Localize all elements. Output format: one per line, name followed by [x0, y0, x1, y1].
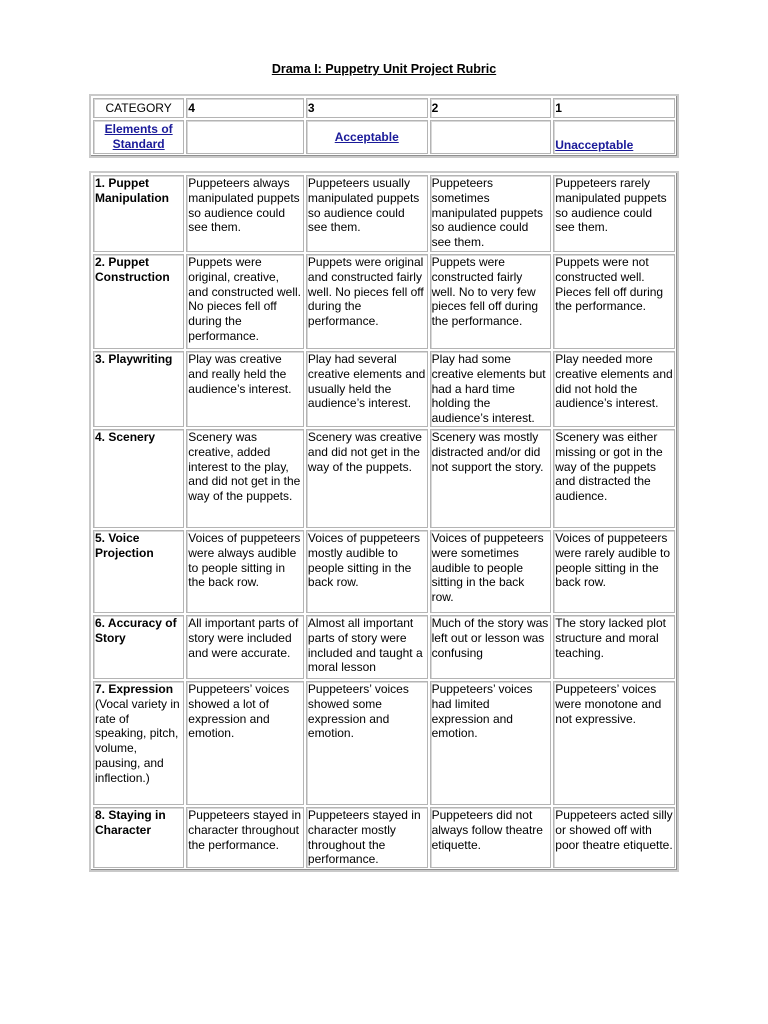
header-score-4: 4 — [186, 98, 304, 118]
score-1-cell: Voices of puppeteers were rarely audible to people sitting in the back row. — [553, 530, 675, 613]
criterion-label: 3. Playwriting — [95, 352, 173, 366]
score-1-cell: The story lacked plot structure and moral teaching. — [553, 615, 675, 679]
table-row — [93, 681, 675, 805]
score-3-cell: Puppeteers stayed in character mostly throughout the performance. — [306, 807, 428, 868]
score-3-cell: Scenery was creative and did not get in the way of the puppets. — [306, 429, 428, 528]
header-row-labels — [93, 120, 675, 154]
table-row — [93, 530, 675, 613]
table-row — [93, 807, 675, 868]
criterion-cell — [93, 530, 184, 613]
score-4-cell: Puppeteers’ voices showed a lot of expression and emotion. — [186, 681, 304, 805]
criterion-label: 1. Puppet Manipulation — [95, 176, 169, 205]
score-2-cell: Puppeteers did not always follow theatre etiquette. — [430, 807, 552, 868]
table-row — [93, 615, 675, 679]
score-2-cell: Puppeteers’ voices had limited expression and emotion. — [430, 681, 552, 805]
criterion-label: 2. Puppet Construction — [95, 255, 170, 284]
header-row-scores — [93, 98, 675, 118]
table-row — [93, 175, 675, 252]
criterion-label: 5. Voice Projection — [95, 531, 154, 560]
table-row — [93, 254, 675, 349]
score-3-cell: Voices of puppeteers mostly audible to people sitting in the back row. — [306, 530, 428, 613]
header-elements-cell — [93, 120, 184, 154]
unacceptable-link[interactable]: Unacceptable — [555, 138, 634, 153]
criterion-label: 7. Expression — [95, 682, 174, 696]
header-empty-2 — [430, 120, 552, 154]
score-1-cell: Puppeteers’ voices were monotone and not expressive. — [553, 681, 675, 805]
criterion-cell — [93, 351, 184, 427]
criterion-cell — [93, 429, 184, 528]
rubric-body-table — [89, 171, 679, 872]
header-acceptable-cell — [306, 120, 428, 154]
table-row — [93, 351, 675, 427]
criterion-cell — [93, 254, 184, 349]
score-2-cell: Puppets were constructed fairly well. No to very few pieces fell off during the performance. — [430, 254, 552, 349]
criterion-label: 6. Accuracy of Story — [95, 616, 177, 645]
score-4-cell: All important parts of story were included and were accurate. — [186, 615, 304, 679]
page-title: Drama I: Puppetry Unit Project Rubric — [271, 62, 497, 76]
score-4-cell: Play was creative and really held the audience’s interest. — [186, 351, 304, 427]
score-2-cell: Scenery was mostly distracted and/or did not support the story. — [430, 429, 552, 528]
criterion-cell — [93, 615, 184, 679]
score-4-cell: Puppeteers always manipulated puppets so audience could see them. — [186, 175, 304, 252]
criterion-cell — [93, 807, 184, 868]
criterion-label: 8. Staying in Character — [95, 808, 166, 837]
header-score-3: 3 — [306, 98, 428, 118]
criterion-cell — [93, 681, 184, 805]
score-4-cell: Puppets were original, creative, and constructed well. No pieces fell off during the performance. — [186, 254, 304, 349]
score-1-cell: Puppets were not constructed well. Pieces fell off during the performance. — [553, 254, 675, 349]
rubric-header-table — [89, 94, 679, 158]
table-row — [93, 429, 675, 528]
score-2-cell: Play had some creative elements but had a hard time holding the audience’s interest. — [430, 351, 552, 427]
score-3-cell: Puppets were original and constructed fairly well. No pieces fell off during the performance. — [306, 254, 428, 349]
header-category: CATEGORY — [93, 98, 184, 118]
score-4-cell: Voices of puppeteers were always audible to people sitting in the back row. — [186, 530, 304, 613]
acceptable-link[interactable]: Acceptable — [334, 129, 399, 144]
score-2-cell: Puppeteers sometimes manipulated puppets so audience could see them. — [430, 175, 552, 252]
score-2-cell: Much of the story was left out or lesson was confusing — [430, 615, 552, 679]
header-score-2: 2 — [430, 98, 552, 118]
score-4-cell: Puppeteers stayed in character throughout the performance. — [186, 807, 304, 868]
score-3-cell: Puppeteers’ voices showed some expression and emotion. — [306, 681, 428, 805]
score-1-cell: Puppeteers rarely manipulated puppets so audience could see them. — [553, 175, 675, 252]
header-empty-4 — [186, 120, 304, 154]
score-4-cell: Scenery was creative, added interest to the play, and did not get in the way of the puppets. — [186, 429, 304, 528]
score-3-cell: Almost all important parts of story were included and taught a moral lesson — [306, 615, 428, 679]
elements-of-standard-link[interactable]: Elements of Standard — [104, 122, 173, 151]
score-3-cell: Play had several creative elements and usually held the audience’s interest. — [306, 351, 428, 427]
criterion-cell — [93, 175, 184, 252]
criterion-label: 4. Scenery — [95, 430, 156, 444]
header-score-1: 1 — [553, 98, 675, 118]
score-3-cell: Puppeteers usually manipulated puppets so audience could see them. — [306, 175, 428, 252]
score-1-cell: Play needed more creative elements and did not hold the audience’s interest. — [553, 351, 675, 427]
score-1-cell: Puppeteers acted silly or showed off with poor theatre etiquette. — [553, 807, 675, 868]
score-1-cell: Scenery was either missing or got in the way of the puppets and distracted the audience. — [553, 429, 675, 528]
score-2-cell: Voices of puppeteers were sometimes audible to people sitting in the back row. — [430, 530, 552, 613]
header-unacceptable-cell — [553, 120, 675, 154]
criterion-note: (Vocal variety in rate of speaking, pitch, volume, pausing, and inflection.) — [95, 696, 180, 785]
